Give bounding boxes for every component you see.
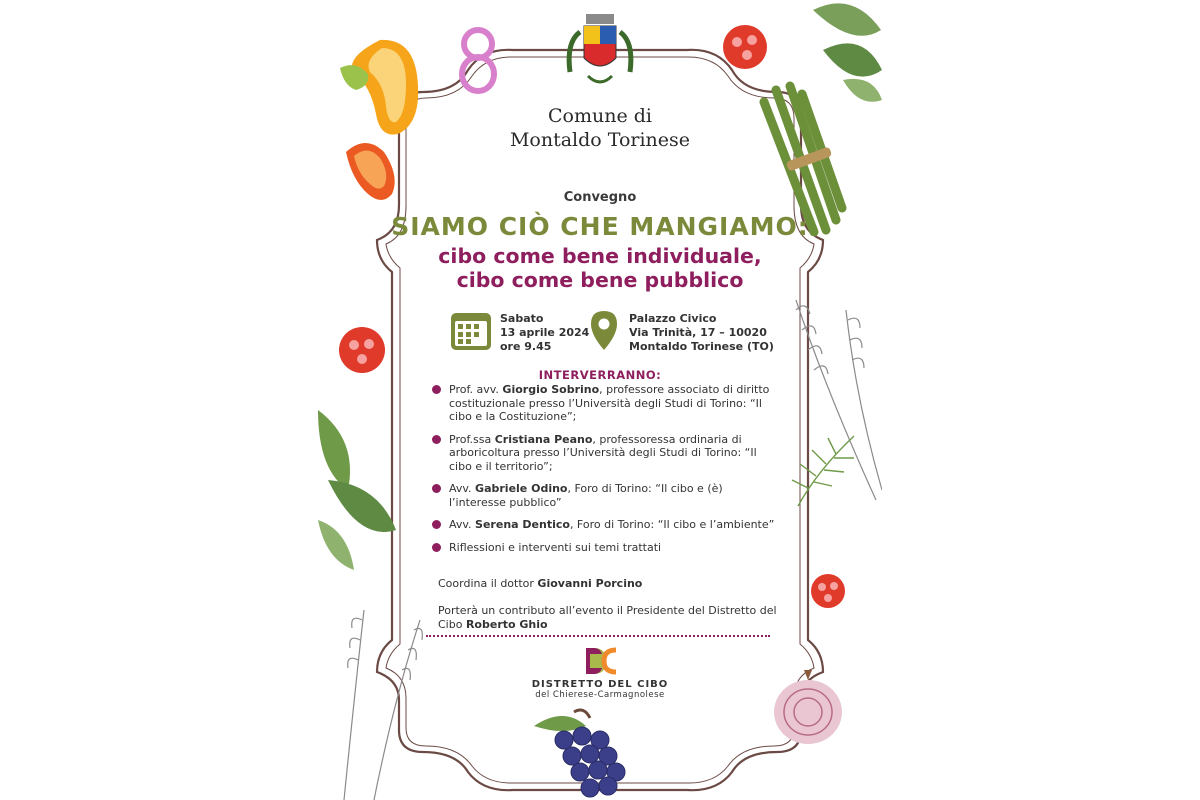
event-location (629, 312, 774, 354)
event-subtitle-line1: cibo come bene individuale, (438, 244, 762, 268)
event-subtitle-line2: cibo come bene pubblico (456, 268, 744, 292)
contribution-text: Porterà un contributo all’evento il Presidente del Distretto del Cibo (438, 604, 777, 631)
calendar-icon (450, 309, 492, 351)
tomato-slice-icon (720, 22, 770, 72)
coordinator-text: Coordina il dottor (438, 577, 538, 590)
speaker-name: Serena Dentico (475, 518, 570, 531)
logo-title: DISTRETTO DEL CIBO (531, 679, 669, 690)
speaker-item (432, 383, 777, 424)
speaker-title: Prof. avv. (449, 383, 503, 396)
speakers-list (432, 383, 777, 563)
dill-sprig-illustration (788, 430, 864, 510)
coordinator-name: Giovanni Porcino (537, 577, 643, 590)
speaker-description: , Foro di Torino: “Il cibo e l’ambiente” (569, 518, 775, 531)
municipality-line2: Montaldo Torinese (509, 129, 691, 151)
event-city: Montaldo Torinese (TO) (629, 340, 774, 353)
event-date: 13 aprile 2024 (500, 326, 590, 339)
speaker-name: Cristiana Peano (494, 432, 593, 446)
speaker-title: Riflessioni e interventi sui temi trattati (449, 540, 662, 554)
location-pin-icon (590, 309, 618, 351)
logo-tagline: del Chierese-Carmagnolese (535, 690, 665, 700)
municipality-name (318, 104, 882, 152)
speaker-item (432, 541, 777, 555)
speakers-heading: INTERVERRANNO: (538, 368, 662, 382)
bullet-icon (432, 520, 441, 529)
speaker-title: Avv. (449, 482, 476, 495)
coordinator-note (438, 577, 778, 591)
speaker-name: Gabriele Odino (475, 482, 568, 495)
grapes-illustration (524, 706, 654, 800)
bullet-icon (432, 435, 441, 444)
distretto-del-cibo-logo-icon (582, 646, 618, 676)
event-poster (318, 0, 882, 800)
municipal-crest-icon (566, 12, 634, 100)
speaker-description: , professore associato di diritto costituzionale presso l’Università degli Studi di Torino: “Il cibo e la Costituzione”; (449, 383, 770, 423)
event-day: Sabato (500, 312, 544, 325)
speaker-name: Giorgio Sobrino (502, 383, 600, 396)
speaker-title: Prof.ssa (449, 432, 495, 446)
speaker-item (432, 482, 777, 509)
speaker-description: , professoressa ordinaria di arboricoltura presso l’Università degli Studi di Torino: “Il cibo e il territorio”; (449, 432, 757, 473)
bullet-icon (432, 484, 441, 493)
event-subtitle (318, 244, 882, 292)
event-time: ore 9.45 (500, 340, 552, 353)
event-place: Palazzo Civico (629, 312, 717, 325)
event-type: Convegno (563, 190, 637, 205)
bullet-icon (432, 543, 441, 552)
dotted-divider (426, 635, 770, 637)
basil-leaves-illustration (318, 410, 396, 570)
speaker-item (432, 433, 777, 474)
speaker-title: Avv. (449, 518, 476, 531)
municipality-line1: Comune di (548, 105, 652, 127)
event-address: Via Trinità, 17 – 10020 (629, 326, 767, 339)
contribution-note (438, 604, 778, 631)
wheat-stalks-illustration (324, 600, 424, 800)
event-title: SIAMO CIÒ CHE MANGIAMO: (391, 212, 809, 241)
event-datetime (500, 312, 589, 354)
pink-pasta-ring-illustration (454, 26, 502, 96)
speaker-description: , Foro di Torino: “Il cibo e (è) l’interesse pubblico” (449, 482, 723, 509)
bullet-icon (432, 385, 441, 394)
speaker-item (432, 518, 777, 532)
tomato-slice-icon (808, 572, 848, 610)
contribution-name: Roberto Ghio (465, 617, 548, 631)
